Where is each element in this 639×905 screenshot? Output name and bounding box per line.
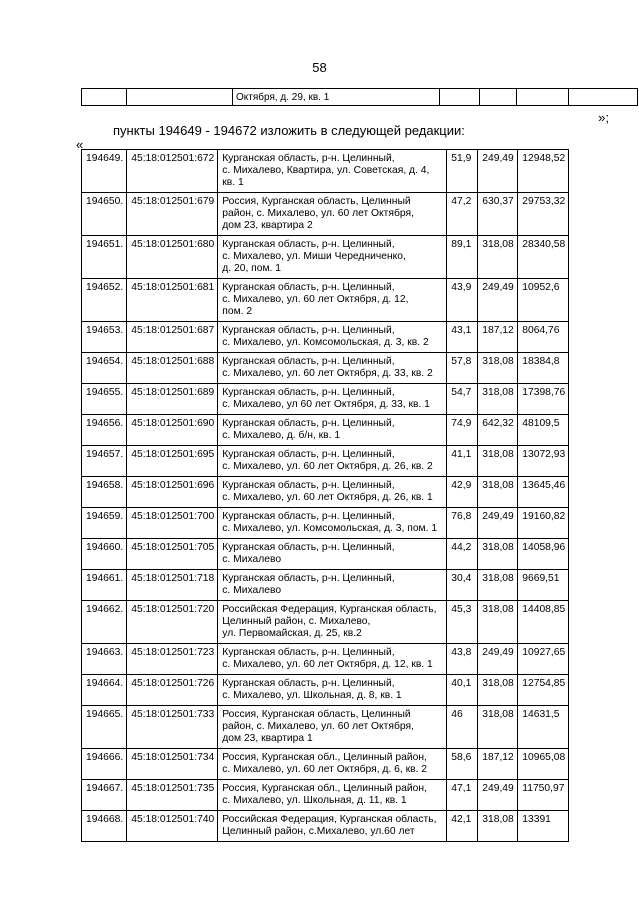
- table-row: [82, 644, 569, 675]
- row-number-cell: 194658.: [82, 477, 127, 508]
- cadastral-number-cell: 45:18:012501:695: [127, 446, 218, 477]
- row-number-cell: 194656.: [82, 415, 127, 446]
- area-cell: 42,9: [447, 477, 478, 508]
- value-cell: 13391: [518, 811, 569, 842]
- address-cell: Курганская область, р-н. Целинный, с. Михалево, Квартира, ул. Советская, д. 4, кв. 1: [218, 150, 447, 193]
- rate-cell: 187,12: [478, 749, 518, 780]
- table-row: [82, 477, 569, 508]
- table-cell: [82, 89, 127, 106]
- rate-cell: 318,08: [478, 353, 518, 384]
- area-cell: 89,1: [447, 236, 478, 279]
- value-cell: 10952,6: [518, 279, 569, 322]
- value-cell: 10965,08: [518, 749, 569, 780]
- address-cell: Курганская область, р-н. Целинный, с. Михалево, ул. Комсомольская, д. 3, пом. 1: [218, 508, 447, 539]
- rate-cell: 249,49: [478, 150, 518, 193]
- rate-cell: 630,37: [478, 193, 518, 236]
- table-row: [82, 279, 569, 322]
- table-row: [82, 415, 569, 446]
- address-cell: Курганская область, р-н. Целинный, с. Михалево, ул. 60 лет Октября, д. 33, кв. 2: [218, 353, 447, 384]
- cadastral-number-cell: 45:18:012501:696: [127, 477, 218, 508]
- row-number-cell: 194660.: [82, 539, 127, 570]
- area-cell: 47,1: [447, 780, 478, 811]
- address-cell: Россия, Курганская область, Целинный район, с. Михалево, ул. 60 лет Октября, дом 23, квартира 1: [218, 706, 447, 749]
- table-row: [82, 706, 569, 749]
- table-row: [82, 780, 569, 811]
- rate-cell: 318,08: [478, 706, 518, 749]
- address-cell: Курганская область, р-н. Целинный, с. Михалево, д. б/н, кв. 1: [218, 415, 447, 446]
- address-cell: Курганская область, р-н. Целинный, с. Михалево, ул. 60 лет Октября, д. 26, кв. 2: [218, 446, 447, 477]
- area-cell: 43,8: [447, 644, 478, 675]
- address-cell: Курганская область, р-н. Целинный, с. Михалево, ул. Миши Чередниченко, д. 20, пом. 1: [218, 236, 447, 279]
- value-cell: 28340,58: [518, 236, 569, 279]
- cadastral-number-cell: 45:18:012501:690: [127, 415, 218, 446]
- table-row: [82, 539, 569, 570]
- area-cell: 43,9: [447, 279, 478, 322]
- row-number-cell: 194664.: [82, 675, 127, 706]
- rate-cell: 249,49: [478, 279, 518, 322]
- cadastral-number-cell: 45:18:012501:672: [127, 150, 218, 193]
- area-cell: 74,9: [447, 415, 478, 446]
- area-cell: 43,1: [447, 322, 478, 353]
- table-row: [82, 322, 569, 353]
- value-cell: 29753,32: [518, 193, 569, 236]
- address-cell: Курганская область, р-н. Целинный, с. Михалево: [218, 539, 447, 570]
- table-row: [82, 811, 569, 842]
- table-cell: [569, 89, 638, 106]
- table-row: [82, 150, 569, 193]
- row-number-cell: 194665.: [82, 706, 127, 749]
- rate-cell: 187,12: [478, 322, 518, 353]
- table-row: [82, 193, 569, 236]
- row-number-cell: 194659.: [82, 508, 127, 539]
- rate-cell: 318,08: [478, 811, 518, 842]
- previous-table-fragment: [81, 88, 638, 106]
- value-cell: 14058,96: [518, 539, 569, 570]
- cadastral-number-cell: 45:18:012501:681: [127, 279, 218, 322]
- area-cell: 54,7: [447, 384, 478, 415]
- area-cell: 47,2: [447, 193, 478, 236]
- row-number-cell: 194661.: [82, 570, 127, 601]
- area-cell: 46: [447, 706, 478, 749]
- address-cell: Курганская область, р-н. Целинный, с. Михалево, ул 60 лет Октября, д. 33, кв. 1: [218, 384, 447, 415]
- rate-cell: 318,08: [478, 539, 518, 570]
- cadastral-number-cell: 45:18:012501:720: [127, 601, 218, 644]
- address-cell: Россия, Курганская область, Целинный район, с. Михалево, ул. 60 лет Октября, дом 23, квартира 2: [218, 193, 447, 236]
- cadastral-number-cell: 45:18:012501:740: [127, 811, 218, 842]
- row-number-cell: 194663.: [82, 644, 127, 675]
- table-row: [82, 508, 569, 539]
- row-number-cell: 194652.: [82, 279, 127, 322]
- table-row: [82, 384, 569, 415]
- rate-cell: 318,08: [478, 384, 518, 415]
- property-table: [81, 149, 569, 842]
- row-number-cell: 194662.: [82, 601, 127, 644]
- row-number-cell: 194657.: [82, 446, 127, 477]
- address-cell: Курганская область, р-н. Целинный, с. Михалево, ул. 60 лет Октября, д. 12, кв. 1: [218, 644, 447, 675]
- area-cell: 40,1: [447, 675, 478, 706]
- row-number-cell: 194651.: [82, 236, 127, 279]
- value-cell: 8064,76: [518, 322, 569, 353]
- cadastral-number-cell: 45:18:012501:718: [127, 570, 218, 601]
- address-cell: Россия, Курганская обл., Целинный район, с. Михалево, ул. Школьная, д. 11, кв. 1: [218, 780, 447, 811]
- address-cell: Россия, Курганская обл., Целинный район, с. Михалево, ул. 60 лет Октября, д. 6, кв. 2: [218, 749, 447, 780]
- rate-cell: 318,08: [478, 477, 518, 508]
- table-row: [82, 236, 569, 279]
- value-cell: 12948,52: [518, 150, 569, 193]
- table-row: [82, 749, 569, 780]
- cadastral-number-cell: 45:18:012501:689: [127, 384, 218, 415]
- value-cell: 13072,93: [518, 446, 569, 477]
- cadastral-number-cell: 45:18:012501:705: [127, 539, 218, 570]
- area-cell: 76,8: [447, 508, 478, 539]
- table-cell: [517, 89, 569, 106]
- value-cell: 14631,5: [518, 706, 569, 749]
- area-cell: 42,1: [447, 811, 478, 842]
- table-cell: [127, 89, 233, 106]
- value-cell: 12754,85: [518, 675, 569, 706]
- address-cell: Курганская область, р-н. Целинный, с. Михалево, ул. Комсомольская, д. 3, кв. 2: [218, 322, 447, 353]
- page-number: 58: [312, 60, 327, 75]
- address-cell: Курганская область, р-н. Целинный, с. Михалево, ул. 60 лет Октября, д. 26, кв. 1: [218, 477, 447, 508]
- rate-cell: 318,08: [478, 570, 518, 601]
- table-cell: [480, 89, 517, 106]
- rate-cell: 642,32: [478, 415, 518, 446]
- cadastral-number-cell: 45:18:012501:700: [127, 508, 218, 539]
- rate-cell: 318,08: [478, 601, 518, 644]
- row-number-cell: 194650.: [82, 193, 127, 236]
- address-cell: Российская Федерация, Курганская область, Целинный район, с.Михалево, ул.60 лет: [218, 811, 447, 842]
- address-cell: Курганская область, р-н. Целинный, с. Михалево: [218, 570, 447, 601]
- cadastral-number-cell: 45:18:012501:733: [127, 706, 218, 749]
- value-cell: 13645,46: [518, 477, 569, 508]
- cadastral-number-cell: 45:18:012501:726: [127, 675, 218, 706]
- row-number-cell: 194654.: [82, 353, 127, 384]
- address-cell: Российская Федерация, Курганская область, Целинный район, с. Михалево, ул. Первомайская, д. 25, кв.2: [218, 601, 447, 644]
- address-cell: Курганская область, р-н. Целинный, с. Михалево, ул. 60 лет Октября, д. 12, пом. 2: [218, 279, 447, 322]
- table-row: [82, 675, 569, 706]
- cadastral-number-cell: 45:18:012501:688: [127, 353, 218, 384]
- value-cell: 18384,8: [518, 353, 569, 384]
- row-number-cell: 194653.: [82, 322, 127, 353]
- table-cell: [440, 89, 480, 106]
- cadastral-number-cell: 45:18:012501:734: [127, 749, 218, 780]
- rate-cell: 318,08: [478, 675, 518, 706]
- area-cell: 58,6: [447, 749, 478, 780]
- table-row: [82, 353, 569, 384]
- table-row: [82, 89, 638, 106]
- rate-cell: 318,08: [478, 236, 518, 279]
- opening-quote: «: [76, 137, 84, 152]
- row-number-cell: 194649.: [82, 150, 127, 193]
- area-cell: 51,9: [447, 150, 478, 193]
- rate-cell: 318,08: [478, 446, 518, 477]
- value-cell: 17398,76: [518, 384, 569, 415]
- cadastral-number-cell: 45:18:012501:723: [127, 644, 218, 675]
- area-cell: 41,1: [447, 446, 478, 477]
- area-cell: 57,8: [447, 353, 478, 384]
- cadastral-number-cell: 45:18:012501:680: [127, 236, 218, 279]
- area-cell: 44,2: [447, 539, 478, 570]
- table-row: [82, 446, 569, 477]
- value-cell: 11750,97: [518, 780, 569, 811]
- row-number-cell: 194655.: [82, 384, 127, 415]
- value-cell: 48109,5: [518, 415, 569, 446]
- address-cell: Курганская область, р-н. Целинный, с. Михалево, ул. Школьная, д. 8, кв. 1: [218, 675, 447, 706]
- closing-quote: »;: [598, 110, 609, 125]
- cadastral-number-cell: 45:18:012501:679: [127, 193, 218, 236]
- row-number-cell: 194666.: [82, 749, 127, 780]
- rate-cell: 249,49: [478, 508, 518, 539]
- address-cell: Октября, д. 29, кв. 1: [233, 89, 440, 106]
- row-number-cell: 194668.: [82, 811, 127, 842]
- rate-cell: 249,49: [478, 644, 518, 675]
- rate-cell: 249,49: [478, 780, 518, 811]
- area-cell: 30,4: [447, 570, 478, 601]
- value-cell: 14408,85: [518, 601, 569, 644]
- table-row: [82, 570, 569, 601]
- table-row: [82, 601, 569, 644]
- value-cell: 19160,82: [518, 508, 569, 539]
- instruction-text: пункты 194649 - 194672 изложить в следующей редакции:: [113, 123, 465, 138]
- cadastral-number-cell: 45:18:012501:735: [127, 780, 218, 811]
- row-number-cell: 194667.: [82, 780, 127, 811]
- value-cell: 9669,51: [518, 570, 569, 601]
- value-cell: 10927,65: [518, 644, 569, 675]
- cadastral-number-cell: 45:18:012501:687: [127, 322, 218, 353]
- area-cell: 45,3: [447, 601, 478, 644]
